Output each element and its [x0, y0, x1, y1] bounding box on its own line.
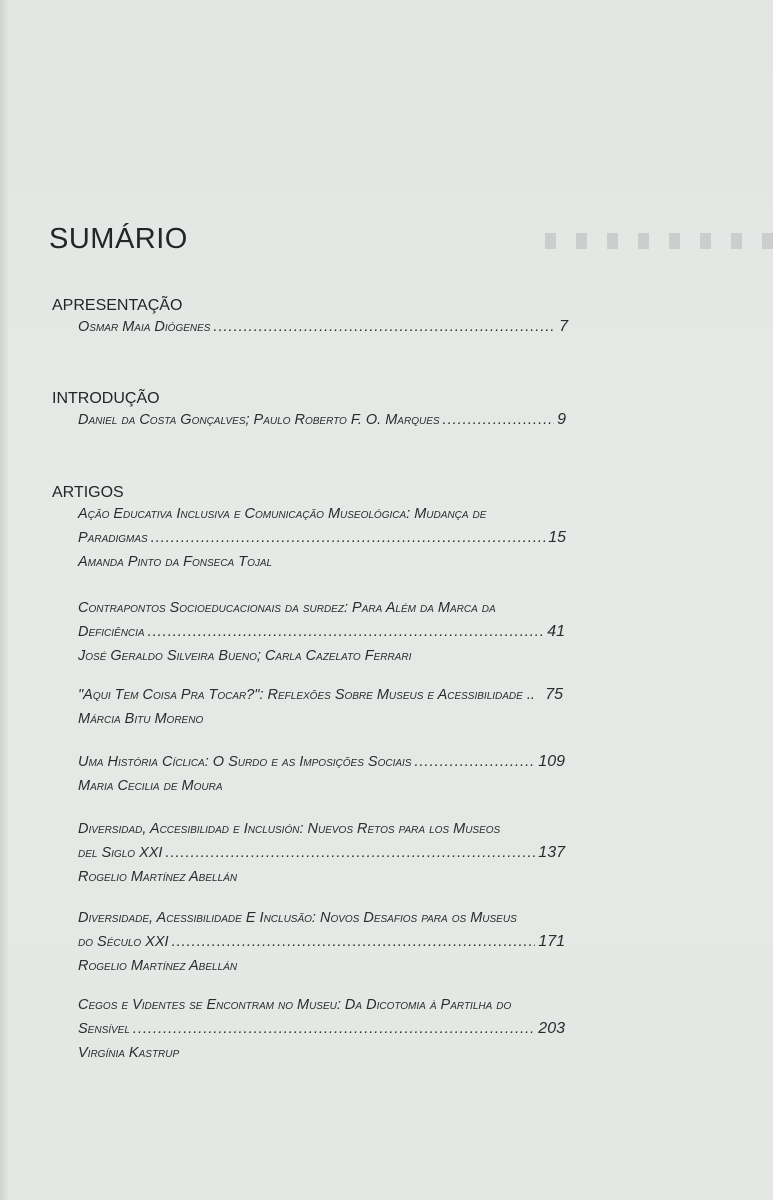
dot-leader: [213, 315, 556, 339]
toc-entry-article: [78, 817, 565, 889]
toc-article-title: Diversidade, Acessibilidade E Inclusão: Novos Desafios para os Museus: [78, 910, 517, 926]
toc-article-title-cont: del Siglo XXI: [78, 845, 163, 861]
toc-entry-article: [78, 502, 566, 574]
page-title: SUMÁRIO: [49, 223, 188, 255]
toc-article-title: Contrapontos Socioeducacionais da surdez: Para Além da Marca da: [78, 600, 496, 616]
toc-article-title-cont: do Século XXI: [78, 934, 169, 950]
dot-leader: [443, 408, 555, 432]
toc-article-title: "Aqui Tem Coisa Pra Tocar?": Reflexões Sobre Museus e Acessibilidade ..: [78, 687, 535, 703]
toc-entry-article: [78, 683, 563, 731]
toc-page-number: 41: [547, 623, 565, 640]
dot-leader: [151, 526, 546, 550]
section-heading-apresentacao: APRESENTAÇÃO: [52, 297, 183, 314]
toc-entry-introducao: [78, 408, 566, 432]
toc-article-title: Cegos e Videntes se Encontram no Museu: Da Dicotomia à Partilha do: [78, 997, 512, 1013]
toc-article-title-cont: Deficiência: [78, 624, 145, 640]
toc-entry-article: [78, 750, 565, 798]
toc-author: Maria Cecilia de Moura: [78, 778, 223, 794]
show-through-ornament: [545, 228, 773, 254]
section-heading-artigos: ARTIGOS: [52, 484, 124, 501]
toc-author: Daniel da Costa Gonçalves; Paulo Roberto F. O. Marques: [78, 412, 440, 428]
toc-author: Amanda Pinto da Fonseca Tojal: [78, 554, 273, 570]
dot-leader: [172, 930, 536, 954]
toc-author: Rogelio Martínez Abellán: [78, 869, 238, 885]
toc-page-number: 171: [538, 933, 565, 950]
page-binding-edge: [0, 0, 8, 1200]
toc-entry-article: [78, 596, 565, 668]
dot-leader: [133, 1017, 535, 1041]
dot-leader: [414, 750, 535, 774]
dot-leader: [165, 841, 535, 865]
toc-author: Rogelio Martínez Abellán: [78, 958, 238, 974]
toc-article-title: Uma História Cíclica: O Surdo e as Imposições Sociais: [78, 754, 412, 770]
toc-author: Márcia Bitu Moreno: [78, 711, 204, 727]
toc-entry-article: [78, 993, 565, 1065]
toc-entry-apresentacao: [78, 315, 568, 339]
toc-page-number: 7: [559, 318, 568, 335]
toc-entry-article: [78, 906, 565, 978]
toc-article-title: Diversidad, Accesibilidad e Inclusión: Nuevos Retos para los Museos: [78, 821, 501, 837]
toc-page-number: 109: [538, 753, 565, 770]
toc-article-title-cont: Paradigmas: [78, 530, 148, 546]
toc-article-title: Ação Educativa Inclusiva e Comunicação Museológica: Mudança de: [78, 506, 487, 522]
toc-page-number: 15: [548, 529, 566, 546]
toc-author: José Geraldo Silveira Bueno; Carla Cazelato Ferrari: [78, 648, 412, 664]
toc-page-number: 9: [557, 411, 566, 428]
toc-article-title-cont: Sensível: [78, 1021, 130, 1037]
toc-page-number: 75: [545, 686, 563, 703]
toc-author: Osmar Maia Diógenes: [78, 319, 211, 335]
section-heading-introducao: INTRODUÇÃO: [52, 390, 160, 407]
toc-page-number: 137: [538, 844, 565, 861]
toc-author: Virgínia Kastrup: [78, 1045, 180, 1061]
toc-page-number: 203: [538, 1020, 565, 1037]
dot-leader: [148, 620, 545, 644]
